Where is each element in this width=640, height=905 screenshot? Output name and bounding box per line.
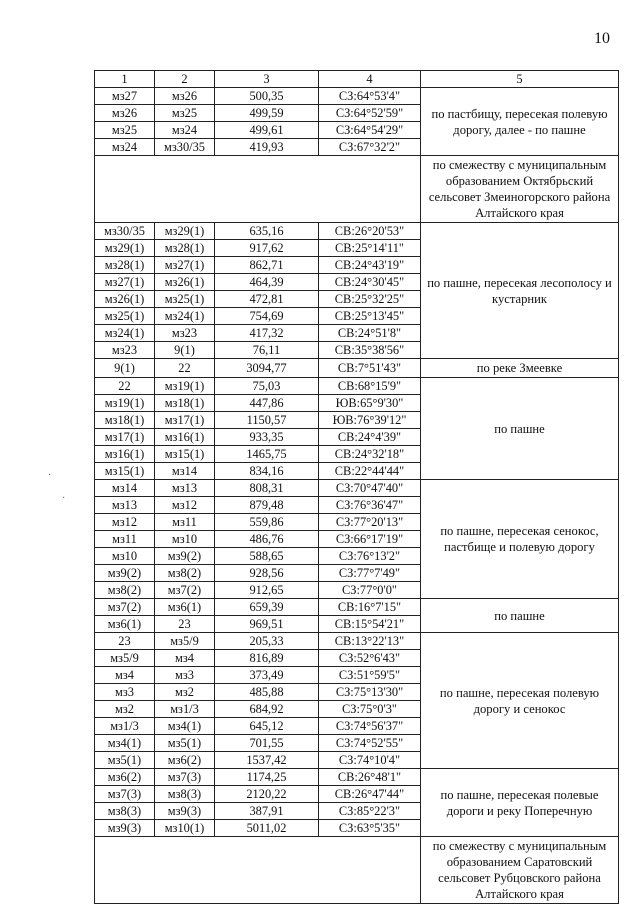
description-cell: по пастбищу, пересекая полевую дорогу, далее - по пашне	[421, 88, 619, 156]
length-cell: 5011,02	[215, 820, 319, 837]
bearing-cell: СВ:26°20'53"	[319, 223, 421, 240]
from-point-cell: мз5(1)	[95, 752, 155, 769]
bearing-cell: СЗ:66°17'19"	[319, 531, 421, 548]
to-point-cell: мз23	[155, 325, 215, 342]
to-point-cell: мз16(1)	[155, 429, 215, 446]
bearing-cell: СЗ:52°6'43"	[319, 650, 421, 667]
from-point-cell: мз14	[95, 480, 155, 497]
to-point-cell: мз1/3	[155, 701, 215, 718]
bearing-cell: СВ:7°51'43"	[319, 359, 421, 378]
bearing-cell: СВ:24°30'45"	[319, 274, 421, 291]
description-cell: по пашне, пересекая сенокос, пастбище и полевую дорогу	[421, 480, 619, 599]
length-cell: 3094,77	[215, 359, 319, 378]
to-point-cell: мз7(3)	[155, 769, 215, 786]
to-point-cell: мз6(1)	[155, 599, 215, 616]
to-point-cell: мз30/35	[155, 139, 215, 156]
from-point-cell: мз13	[95, 497, 155, 514]
to-point-cell: мз6(2)	[155, 752, 215, 769]
boundary-table	[94, 70, 619, 904]
from-point-cell: мз28(1)	[95, 257, 155, 274]
length-cell: 754,69	[215, 308, 319, 325]
from-point-cell: мз6(2)	[95, 769, 155, 786]
length-cell: 701,55	[215, 735, 319, 752]
from-point-cell: мз26(1)	[95, 291, 155, 308]
to-point-cell: мз24(1)	[155, 308, 215, 325]
length-cell: 1465,75	[215, 446, 319, 463]
from-point-cell: мз24(1)	[95, 325, 155, 342]
length-cell: 472,81	[215, 291, 319, 308]
length-cell: 205,33	[215, 633, 319, 650]
from-point-cell: мз9(3)	[95, 820, 155, 837]
bearing-cell: СЗ:70°47'40"	[319, 480, 421, 497]
to-point-cell: мз28(1)	[155, 240, 215, 257]
blank-cell	[95, 837, 421, 904]
length-cell: 862,71	[215, 257, 319, 274]
length-cell: 645,12	[215, 718, 319, 735]
length-cell: 486,76	[215, 531, 319, 548]
bearing-cell: ЮВ:76°39'12"	[319, 412, 421, 429]
length-cell: 928,56	[215, 565, 319, 582]
to-point-cell: мз8(3)	[155, 786, 215, 803]
length-cell: 464,39	[215, 274, 319, 291]
header-cell: 2	[155, 71, 215, 88]
to-point-cell: мз15(1)	[155, 446, 215, 463]
from-point-cell: мз4(1)	[95, 735, 155, 752]
from-point-cell: мз23	[95, 342, 155, 359]
to-point-cell: мз27(1)	[155, 257, 215, 274]
from-point-cell: мз8(3)	[95, 803, 155, 820]
table-row	[95, 633, 619, 650]
length-cell: 635,16	[215, 223, 319, 240]
from-point-cell: мз15(1)	[95, 463, 155, 480]
blank-cell	[95, 156, 421, 223]
length-cell: 933,35	[215, 429, 319, 446]
length-cell: 808,31	[215, 480, 319, 497]
to-point-cell: мз11	[155, 514, 215, 531]
from-point-cell: мз25(1)	[95, 308, 155, 325]
bearing-cell: СЗ:76°13'2"	[319, 548, 421, 565]
description-cell: по пашне	[421, 378, 619, 480]
to-point-cell: мз24	[155, 122, 215, 139]
to-point-cell: мз5/9	[155, 633, 215, 650]
length-cell: 588,65	[215, 548, 319, 565]
length-cell: 499,61	[215, 122, 319, 139]
length-cell: 419,93	[215, 139, 319, 156]
to-point-cell: мз14	[155, 463, 215, 480]
bearing-cell: СЗ:74°52'55"	[319, 735, 421, 752]
page-number: 10	[594, 30, 610, 47]
length-cell: 684,92	[215, 701, 319, 718]
neighbor-row	[95, 156, 619, 223]
bearing-cell: СЗ:63°5'35"	[319, 820, 421, 837]
bearing-cell: СЗ:64°52'59"	[319, 105, 421, 122]
bearing-cell: СЗ:85°22'3"	[319, 803, 421, 820]
to-point-cell: мз26	[155, 88, 215, 105]
to-point-cell: 23	[155, 616, 215, 633]
scan-mark: ·	[62, 493, 66, 504]
length-cell: 75,03	[215, 378, 319, 395]
table-row	[95, 480, 619, 497]
to-point-cell: мз13	[155, 480, 215, 497]
from-point-cell: мз27(1)	[95, 274, 155, 291]
bearing-cell: СВ:35°38'56"	[319, 342, 421, 359]
bearing-cell: ЮВ:65°9'30"	[319, 395, 421, 412]
header-cell: 3	[215, 71, 319, 88]
from-point-cell: мз16(1)	[95, 446, 155, 463]
length-cell: 912,65	[215, 582, 319, 599]
header-row	[95, 71, 619, 88]
to-point-cell: мз10(1)	[155, 820, 215, 837]
from-point-cell: мз7(3)	[95, 786, 155, 803]
bearing-cell: СЗ:64°54'29"	[319, 122, 421, 139]
scan-mark: ·	[48, 470, 52, 481]
bearing-cell: СВ:68°15'9"	[319, 378, 421, 395]
from-point-cell: мз26	[95, 105, 155, 122]
from-point-cell: мз11	[95, 531, 155, 548]
from-point-cell: мз6(1)	[95, 616, 155, 633]
table-row	[95, 769, 619, 786]
to-point-cell: мз2	[155, 684, 215, 701]
to-point-cell: мз3	[155, 667, 215, 684]
bearing-cell: СВ:25°13'45"	[319, 308, 421, 325]
to-point-cell: мз25(1)	[155, 291, 215, 308]
bearing-cell: СЗ:67°32'2"	[319, 139, 421, 156]
bearing-cell: СВ:26°47'44"	[319, 786, 421, 803]
to-point-cell: 9(1)	[155, 342, 215, 359]
length-cell: 834,16	[215, 463, 319, 480]
to-point-cell: мз29(1)	[155, 223, 215, 240]
from-point-cell: мз17(1)	[95, 429, 155, 446]
length-cell: 559,86	[215, 514, 319, 531]
from-point-cell: мз7(2)	[95, 599, 155, 616]
from-point-cell: мз27	[95, 88, 155, 105]
bearing-cell: СЗ:74°56'37"	[319, 718, 421, 735]
bearing-cell: СЗ:51°59'5"	[319, 667, 421, 684]
bearing-cell: СВ:26°48'1"	[319, 769, 421, 786]
from-point-cell: мз10	[95, 548, 155, 565]
from-point-cell: мз5/9	[95, 650, 155, 667]
table-row	[95, 359, 619, 378]
bearing-cell: СЗ:76°36'47"	[319, 497, 421, 514]
length-cell: 485,88	[215, 684, 319, 701]
length-cell: 447,86	[215, 395, 319, 412]
table-row	[95, 223, 619, 240]
to-point-cell: мз25	[155, 105, 215, 122]
to-point-cell: мз19(1)	[155, 378, 215, 395]
to-point-cell: мз7(2)	[155, 582, 215, 599]
length-cell: 969,51	[215, 616, 319, 633]
bearing-cell: СЗ:75°13'30"	[319, 684, 421, 701]
from-point-cell: мз8(2)	[95, 582, 155, 599]
to-point-cell: мз9(3)	[155, 803, 215, 820]
from-point-cell: мз18(1)	[95, 412, 155, 429]
length-cell: 417,32	[215, 325, 319, 342]
to-point-cell: мз10	[155, 531, 215, 548]
from-point-cell: 22	[95, 378, 155, 395]
bearing-cell: СВ:24°43'19"	[319, 257, 421, 274]
table-row	[95, 599, 619, 616]
bearing-cell: СВ:16°7'15"	[319, 599, 421, 616]
length-cell: 816,89	[215, 650, 319, 667]
header-cell: 5	[421, 71, 619, 88]
bearing-cell: СВ:15°54'21"	[319, 616, 421, 633]
length-cell: 2120,22	[215, 786, 319, 803]
length-cell: 499,59	[215, 105, 319, 122]
bearing-cell: СВ:22°44'44"	[319, 463, 421, 480]
description-cell: по смежеству с муниципальным образованием Октябрьский сельсовет Змеиногорского района Алтайского края	[421, 156, 619, 223]
bearing-cell: СЗ:77°0'0"	[319, 582, 421, 599]
neighbor-row	[95, 837, 619, 904]
header-cell: 4	[319, 71, 421, 88]
length-cell: 373,49	[215, 667, 319, 684]
from-point-cell: мз4	[95, 667, 155, 684]
description-cell: по пашне	[421, 599, 619, 633]
bearing-cell: СВ:24°51'8"	[319, 325, 421, 342]
to-point-cell: мз12	[155, 497, 215, 514]
length-cell: 879,48	[215, 497, 319, 514]
from-point-cell: мз30/35	[95, 223, 155, 240]
from-point-cell: мз1/3	[95, 718, 155, 735]
from-point-cell: мз25	[95, 122, 155, 139]
to-point-cell: мз17(1)	[155, 412, 215, 429]
from-point-cell: мз19(1)	[95, 395, 155, 412]
to-point-cell: мз18(1)	[155, 395, 215, 412]
length-cell: 1174,25	[215, 769, 319, 786]
length-cell: 659,39	[215, 599, 319, 616]
bearing-cell: СВ:24°32'18"	[319, 446, 421, 463]
table-row	[95, 378, 619, 395]
bearing-cell: СЗ:75°0'3"	[319, 701, 421, 718]
bearing-cell: СВ:24°4'39"	[319, 429, 421, 446]
to-point-cell: мз4	[155, 650, 215, 667]
length-cell: 1537,42	[215, 752, 319, 769]
bearing-cell: СВ:25°14'11"	[319, 240, 421, 257]
length-cell: 387,91	[215, 803, 319, 820]
from-point-cell: мз9(2)	[95, 565, 155, 582]
to-point-cell: мз4(1)	[155, 718, 215, 735]
to-point-cell: мз5(1)	[155, 735, 215, 752]
bearing-cell: СЗ:64°53'4"	[319, 88, 421, 105]
bearing-cell: СВ:25°32'25"	[319, 291, 421, 308]
description-cell: по пашне, пересекая полевую дорогу и сенокос	[421, 633, 619, 769]
bearing-cell: СЗ:74°10'4"	[319, 752, 421, 769]
to-point-cell: 22	[155, 359, 215, 378]
length-cell: 917,62	[215, 240, 319, 257]
from-point-cell: мз12	[95, 514, 155, 531]
from-point-cell: 23	[95, 633, 155, 650]
to-point-cell: мз8(2)	[155, 565, 215, 582]
description-cell: по смежеству с муниципальным образованием Саратовский сельсовет Рубцовского района Алтайского края	[421, 837, 619, 904]
to-point-cell: мз9(2)	[155, 548, 215, 565]
description-cell: по пашне, пересекая лесополосу и кустарник	[421, 223, 619, 359]
from-point-cell: мз2	[95, 701, 155, 718]
from-point-cell: мз29(1)	[95, 240, 155, 257]
description-cell: по реке Змеевке	[421, 359, 619, 378]
bearing-cell: СВ:13°22'13"	[319, 633, 421, 650]
header-cell: 1	[95, 71, 155, 88]
length-cell: 76,11	[215, 342, 319, 359]
from-point-cell: 9(1)	[95, 359, 155, 378]
table-row	[95, 88, 619, 105]
bearing-cell: СЗ:77°7'49"	[319, 565, 421, 582]
from-point-cell: мз3	[95, 684, 155, 701]
bearing-cell: СЗ:77°20'13"	[319, 514, 421, 531]
description-cell: по пашне, пересекая полевые дороги и реку Поперечную	[421, 769, 619, 837]
from-point-cell: мз24	[95, 139, 155, 156]
length-cell: 1150,57	[215, 412, 319, 429]
length-cell: 500,35	[215, 88, 319, 105]
to-point-cell: мз26(1)	[155, 274, 215, 291]
